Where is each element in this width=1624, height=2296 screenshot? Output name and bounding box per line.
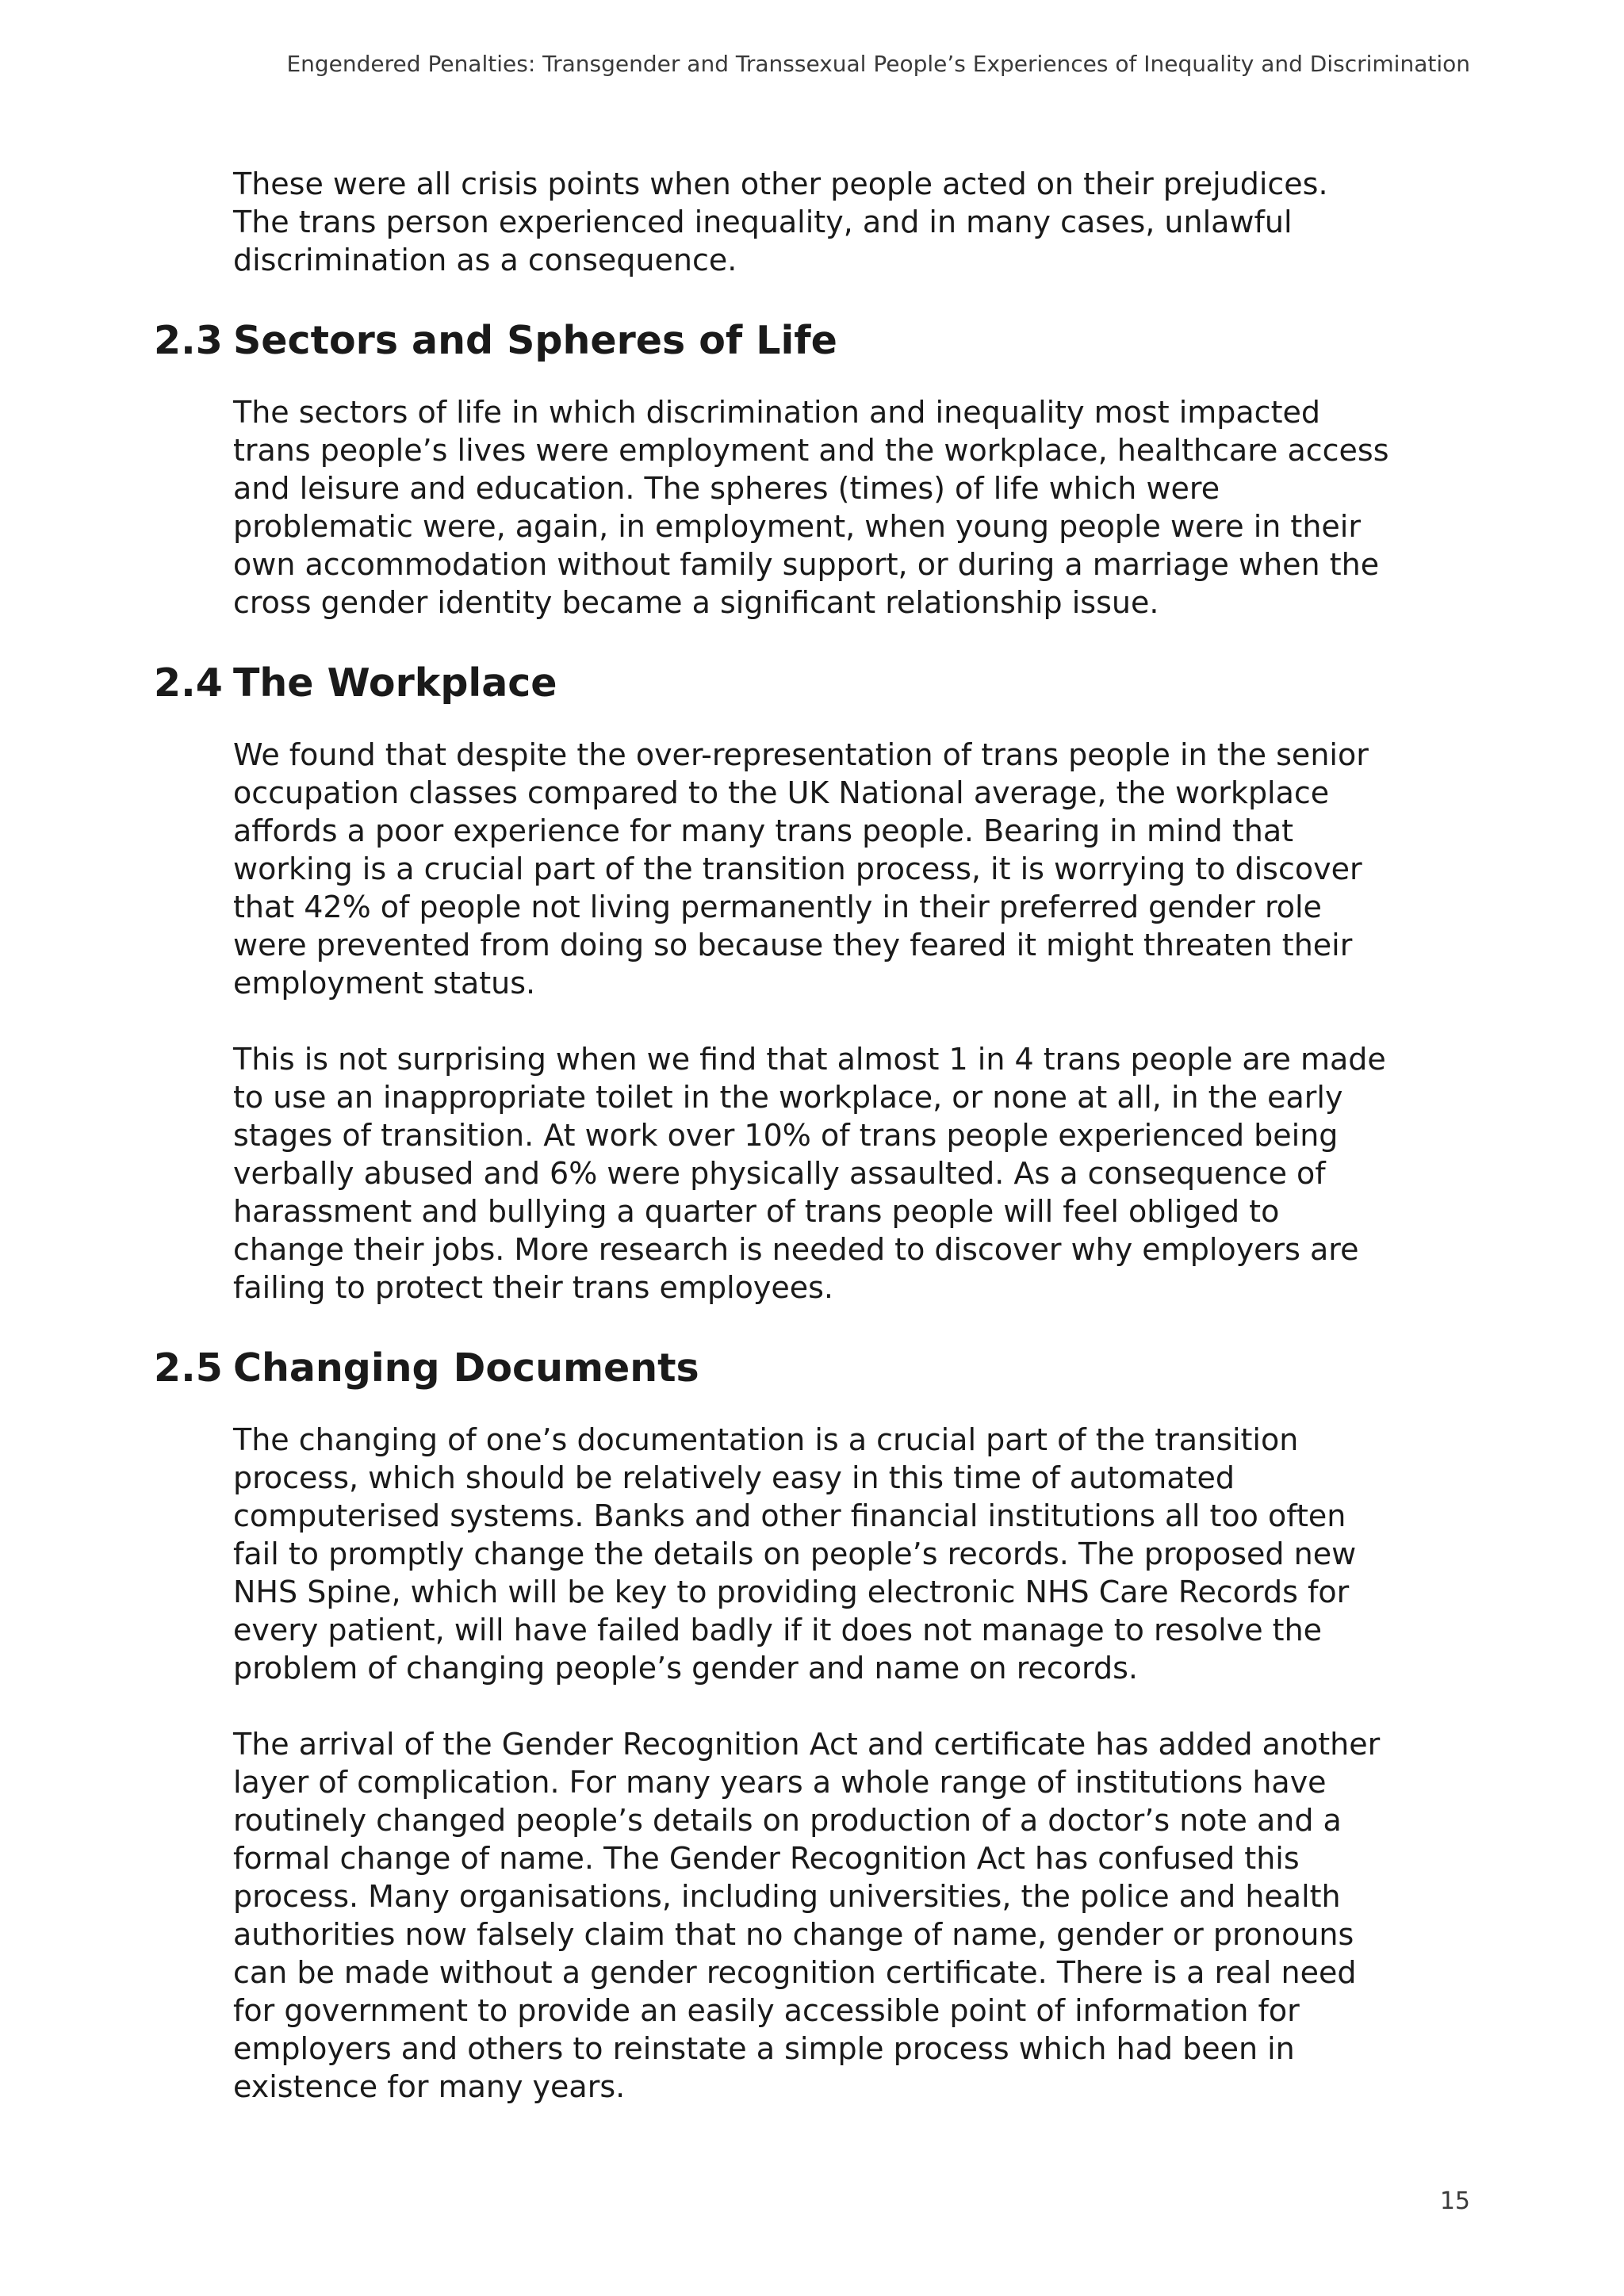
section-body	[233, 736, 1391, 1307]
section-title: The Workplace	[233, 660, 557, 706]
section-body	[233, 393, 1391, 622]
section-title: Sectors and Spheres of Life	[233, 318, 837, 363]
running-header: Engendered Penalties: Transgender and Transsexual People’s Experiences of Inequality and Discrimination	[286, 51, 1470, 77]
section-number: 2.4	[154, 660, 223, 706]
body-paragraph: We found that despite the over-representation of trans people in the senior occupation classes compared to the UK National average, the workplace affords a poor experience for many trans people. Bearing in mind that working is a crucial part of the transition process, it is worrying to discover that 42% of people not living permanently in their preferred gender role were prevented from doing so because they feared it might threaten their employment status.	[233, 737, 1369, 1001]
section-number: 2.3	[154, 318, 223, 363]
section-title: Changing Documents	[233, 1345, 699, 1391]
intro-paragraph: These were all crisis points when other people acted on their prejudices. The trans person experienced inequality, and in many cases, unlawful discrimination as a consequence.	[233, 166, 1328, 277]
section-body	[233, 1421, 1391, 2106]
section-2-3	[154, 317, 1391, 622]
section-number: 2.5	[154, 1345, 223, 1391]
intro-block	[233, 165, 1391, 279]
section-heading	[154, 317, 1391, 365]
body-paragraph: This is not surprising when we find that almost 1 in 4 trans people are made to use an inappropriate toilet in the workplace, or none at all, in the early stages of transition. At work over 10% of trans people experienced being verbally abused and 6% were physically assaulted. As a consequence of harassment and bullying a quarter of trans people will feel obliged to change their jobs. More research is needed to discover why employers are failing to protect their trans employees.	[233, 1042, 1386, 1305]
body-paragraph: The sectors of life in which discrimination and inequality most impacted trans people’s lives were employment and the workplace, healthcare access and leisure and education. The spheres (times) of life which were problematic were, again, in employment, when young people were in their own accommodation without family support, or during a marriage when the cross gender identity became a significant relationship issue.	[233, 395, 1389, 620]
body-paragraph: The changing of one’s documentation is a crucial part of the transition process, which should be relatively easy in this time of automated computerised systems. Banks and other financial institutions all too often fail to promptly change the details on people’s records. The proposed new NHS Spine, which will be key to providing electronic NHS Care Records for every patient, will have failed badly if it does not manage to resolve the problem of changing people’s gender and name on records.	[233, 1422, 1357, 1686]
page-content	[154, 165, 1391, 2144]
page-number: 15	[1439, 2187, 1470, 2215]
section-heading	[154, 660, 1391, 707]
section-heading	[154, 1345, 1391, 1392]
body-paragraph: The arrival of the Gender Recognition Act and certificate has added another layer of complication. For many years a whole range of institutions have routinely changed people’s details on production of a doctor’s note and a formal change of name. The Gender Recognition Act has confused this process. Many organisations, including universities, the police and health authorities now falsely claim that no change of name, gender or pronouns can be made without a gender recognition certificate. There is a real need for government to provide an easily accessible point of information for employers and others to reinstate a simple process which had been in existence for many years.	[233, 1727, 1381, 2104]
section-2-4	[154, 660, 1391, 1307]
section-2-5	[154, 1345, 1391, 2106]
